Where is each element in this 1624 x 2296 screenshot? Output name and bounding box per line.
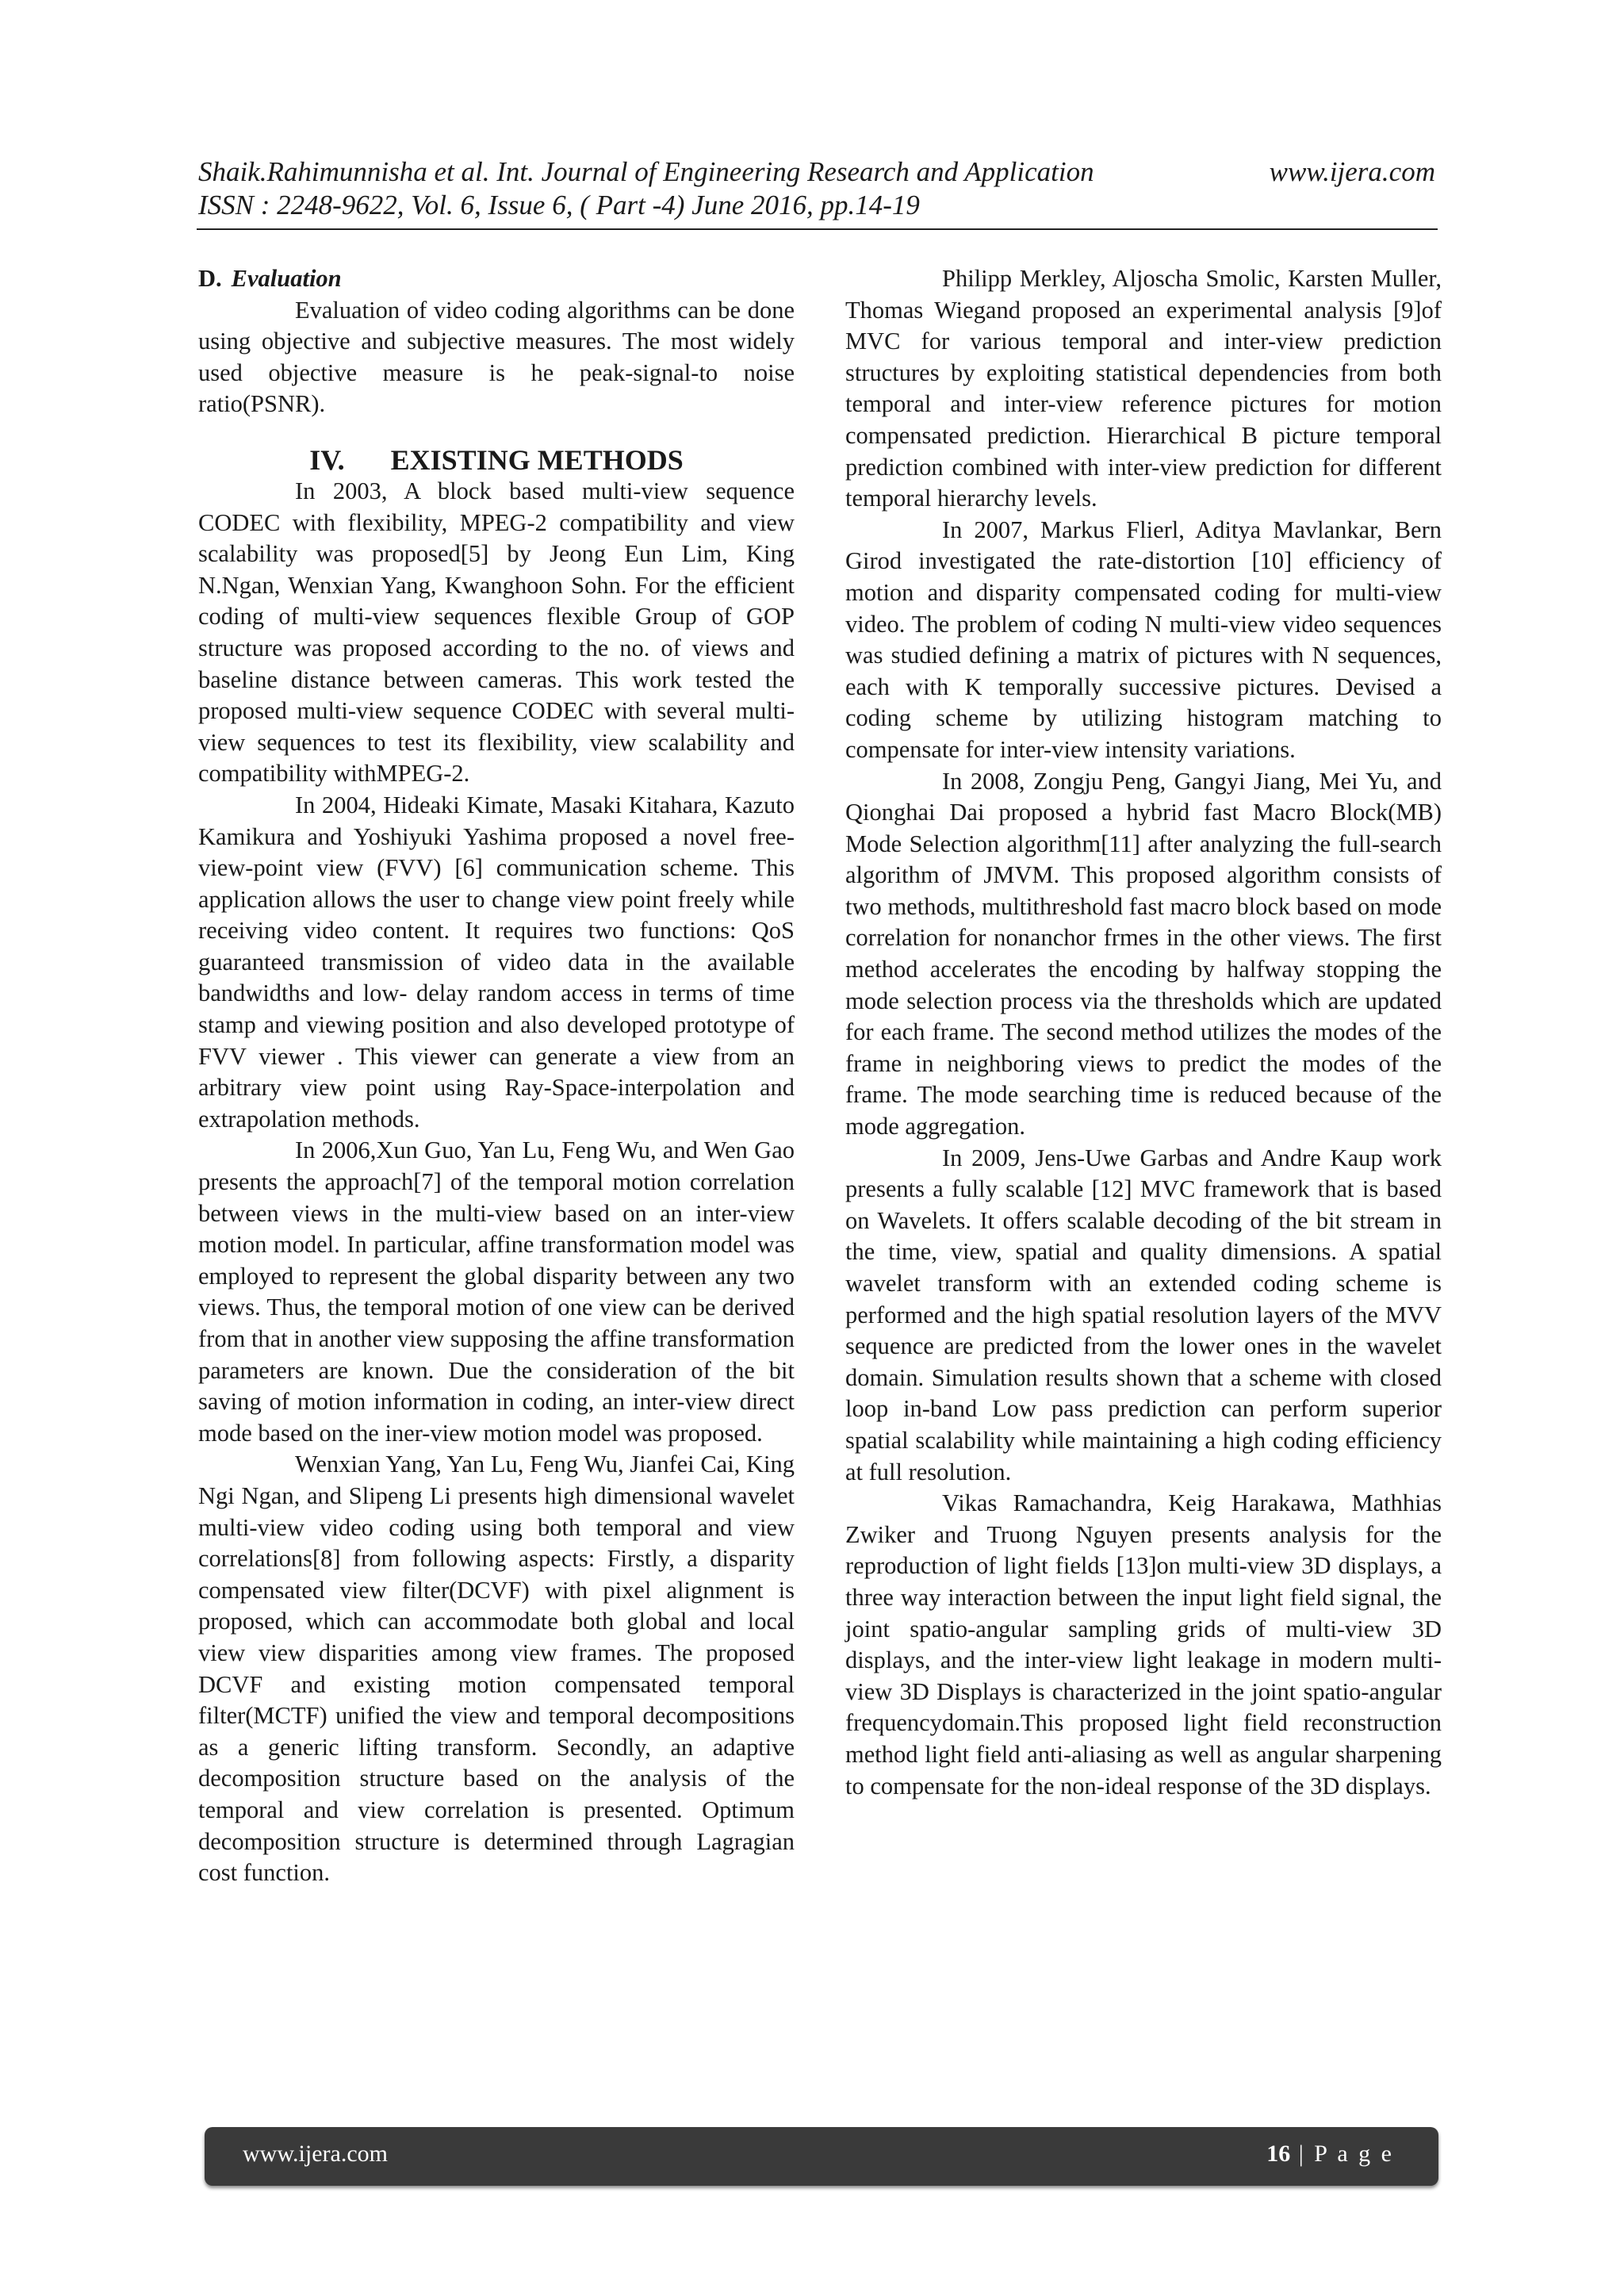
paragraph-2009: In 2009, Jens-Uwe Garbas and Andre Kaup work presents a fully scalable [12] MVC framework that is based on Wavelets. It offers scalable decoding of the bit stream in the time, view, spatial and quality dimensions. A spatial wavelet transform with an extended coding scheme is performed and the high spatial resolution layers of the MVV sequence are predicted from the lower ones in the wavelet domain. Simulation results shown that a scheme with closed loop in-band Low pass prediction can perform superior spatial scalability while maintaining a high coding efficiency at full resolution. [845,1144,1442,1485]
paragraph-2006: In 2006,Xun Guo, Yan Lu, Feng Wu, and Wen Gao presents the approach[7] of the temporal motion correlation between views in the multi-view based on an inter-view motion model. In particular, affine transformation model was employed to represent the global disparity between any two views. Thus, the temporal motion of one view can be derived from that in another view supposing the affine transformation parameters are known. Due the consideration of the bit saving of motion information in coding, an inter-view direct mode based on the iner-view motion model was proposed. [198,1137,795,1447]
paragraph-2008: In 2008, Zongju Peng, Gangyi Jiang, Mei Yu, and Qionghai Dai proposed a hybrid fast Macro Block(MB) Mode Selection algorithm[11] after analyzing the full-search algorithm of JMVM. This proposed algorithm consists of two methods, multithreshold fast macro block based on mode correlation for nonanchor frmes in the other views. The first method accelerates the encoding by halfway stopping the mode selection process via the thresholds which are updated for each frame. The second method utilizes the modes of the frame in neighboring views to predict the modes of the frame. The mode searching time is reduced because of the mode aggregation. [845,767,1442,1140]
journal-citation: Shaik.Rahimunnisha et al. Int. Journal of Engineering Research and Application [198,156,1094,187]
left-column [198,263,795,1889]
footer-website: www.ijera.com [243,2141,388,2167]
page-label: | P a g e [1290,2141,1394,2167]
running-header [198,155,1435,222]
issn-line: ISSN : 2248-9622, Vol. 6, Issue 6, ( Part -4) June 2016, pp.14-19 [198,190,920,220]
section-heading-existing-methods [198,444,795,476]
subsection-heading-evaluation [198,263,795,295]
subsection-title: Evaluation [231,265,342,292]
paragraph-2004: In 2004, Hideaki Kimate, Masaki Kitahara, Kazuto Kamikura and Yoshiyuki Yashima proposed a novel free-view-point view (FVV) [6] communication scheme. This application allows the user to change view point freely while receiving video content. It requires two functions: QoS guaranteed transmission of video data in the available bandwidths and low- delay random access in terms of time stamp and viewing position and also developed prototype of FVV viewer . This viewer can generate a view from an arbitrary view point using Ray-Space-interpolation and extrapolation methods. [198,791,795,1133]
paragraph-light-fields: Vikas Ramachandra, Keig Harakawa, Mathhias Zwiker and Truong Nguyen presents analysis for the reproduction of light fields [13]on multi-view 3D displays, a three way interaction between the input light field signal, the joint spatio-angular sampling grids of multi-view 3D displays, and the inter-view light leakage in modern multi-view 3D Displays is characterized in the joint spatio-angular frequencydomain.This proposed light field reconstruction method light field anti-aliasing as well as angular sharpening to compensate for the non-ideal response of the 3D displays. [845,1489,1442,1800]
header-row-1 [198,155,1435,189]
section-number: IV. [309,443,345,476]
page-number: 16 [1266,2141,1291,2167]
paragraph-merkle: Philipp Merkley, Aljoscha Smolic, Karsten Muller, Thomas Wiegand proposed an experimental analysis [9]of MVC for various temporal and inter-view prediction structures by exploiting statistical dependencies from both temporal and inter-view reference pictures for motion compensated prediction. Hierarchical B picture temporal prediction combined with inter-view prediction for different temporal hierarchy levels. [845,265,1442,512]
header-divider [197,228,1438,230]
section-title: EXISTING METHODS [390,443,684,476]
header-website: www.ijera.com [1269,156,1435,187]
paragraph-2007: In 2007, Markus Flierl, Aditya Mavlankar, Bern Girod investigated the rate-distortion [10] efficiency of motion and disparity compensated coding for multi-view video. The problem of coding N multi-view video sequences was studied defining a matrix of pictures with N sequences, each with K temporally successive pictures. Devised a coding scheme by utilizing histogram matching to compensate for inter-view intensity variations. [845,516,1442,763]
right-column [845,263,1442,1802]
footer-page-indicator [1266,2141,1394,2168]
page-footer [205,2127,1438,2186]
evaluation-paragraph: Evaluation of video coding algorithms can be done using objective and subjective measures. The most widely used objective measure is he peak-signal-to noise ratio(PSNR). [198,296,795,418]
paragraph-2003: In 2003, A block based multi-view sequence CODEC with flexibility, MPEG-2 compatibility and view scalability was proposed[5] by Jeong Eun Lim, King N.Ngan, Wenxian Yang, Kwanghoon Sohn. For the efficient coding of multi-view sequences flexible Group of GOP structure was proposed according to the no. of views and baseline distance between cameras. This work tested the proposed multi-view sequence CODEC with several multi-view sequences to test its flexibility, view scalability and compatibility withMPEG-2. [198,477,795,788]
subsection-letter: D. [198,265,222,292]
paragraph-wavelet: Wenxian Yang, Yan Lu, Feng Wu, Jianfei Cai, King Ngi Ngan, and Slipeng Li presents high dimensional wavelet multi-view video coding using both temporal and view correlations[8] from following aspects: Firstly, a disparity compensated view filter(DCVF) with pixel alignment is proposed, which can accommodate both global and local view view disparities among view frames. The proposed DCVF and existing motion compensated temporal filter(MCTF) unified the view and temporal decompositions as a generic lifting transform. Secondly, an adaptive decomposition structure based on the analysis of the temporal and view correlation is presented. Optimum decomposition structure is determined through Lagragian cost function. [198,1451,795,1887]
